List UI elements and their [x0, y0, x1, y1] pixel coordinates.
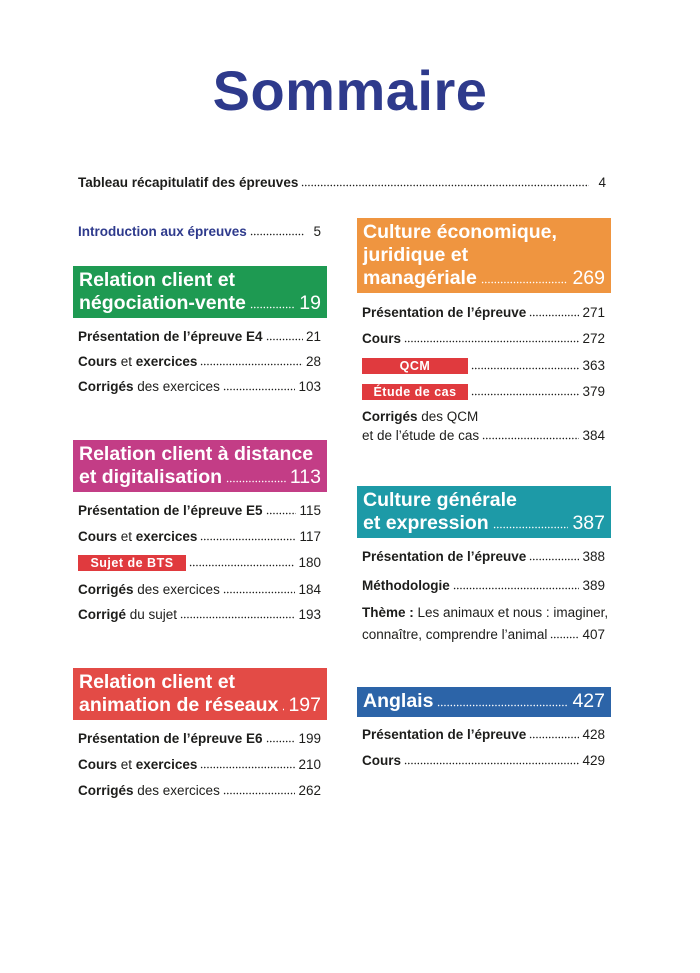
item-bold: Cours [362, 753, 402, 768]
item-text: des exercices [133, 379, 220, 394]
leader-dots [550, 625, 579, 639]
section-title-line: Anglais [363, 690, 434, 712]
item-bold: exercices [135, 354, 198, 369]
toc-entry-label: Introduction aux épreuves [78, 224, 247, 239]
leader-dots [301, 173, 589, 187]
leader-dots [266, 501, 297, 515]
leader-dots [471, 356, 579, 370]
item-text: connaître, comprendre l’animal [362, 627, 548, 642]
toc-item[interactable] [362, 329, 605, 348]
leader-dots [226, 469, 286, 483]
toc-item-sujet-bts[interactable] [78, 553, 321, 572]
section-title-line: et expression [363, 512, 489, 534]
item-page: 363 [582, 358, 605, 373]
item-bold: Présentation de l’épreuve [362, 305, 527, 320]
item-bold: exercices [135, 757, 198, 772]
toc-item[interactable] [362, 751, 605, 770]
toc-item-qcm[interactable] [362, 356, 605, 375]
section-title-line: Relation client à distance [79, 443, 314, 465]
section-title-line: Relation client et [79, 269, 236, 291]
item-bold: Cours [362, 331, 402, 346]
page-title: Sommaire [212, 59, 488, 122]
toc-item-etude-de-cas[interactable] [362, 382, 605, 401]
item-page: 103 [298, 379, 321, 394]
item-text: et de l’étude de cas [362, 428, 480, 443]
leader-dots [437, 693, 568, 707]
toc-item[interactable] [78, 501, 321, 520]
item-bold: Présentation de l’épreuve [362, 549, 527, 564]
section-page: 427 [572, 690, 605, 712]
leader-dots [266, 327, 303, 341]
item-page: 428 [582, 727, 605, 742]
leader-dots [404, 329, 579, 343]
item-page: 388 [582, 549, 605, 564]
tag-badge: Étude de cas [362, 384, 468, 400]
item-page: 429 [582, 753, 605, 768]
section-title-line: animation de réseaux [79, 694, 279, 716]
item-bold: Thème : [362, 605, 414, 620]
toc-item[interactable] [78, 527, 321, 546]
toc-item[interactable] [78, 580, 321, 599]
leader-dots [404, 751, 579, 765]
leader-dots [529, 303, 579, 317]
item-page: 193 [298, 607, 321, 622]
leader-dots [200, 352, 303, 366]
section-title-line: Relation client et [79, 671, 236, 693]
leader-dots [250, 222, 304, 236]
toc-item [362, 408, 605, 426]
toc-item[interactable] [362, 725, 605, 744]
item-page: 262 [298, 783, 321, 798]
toc-item[interactable] [78, 377, 321, 396]
leader-dots [471, 382, 579, 396]
section-title-line: négociation-vente [79, 292, 246, 314]
item-bold: Corrigé [78, 607, 127, 622]
leader-dots [482, 426, 579, 440]
section-header-animation-reseaux[interactable] [73, 668, 327, 720]
toc-item[interactable] [362, 625, 605, 644]
item-text: Les animaux et nous : imaginer, [413, 605, 609, 620]
item-bold: Corrigés [362, 409, 418, 424]
leader-dots [493, 515, 569, 529]
section-header-anglais[interactable] [357, 687, 611, 717]
tag-badge: QCM [362, 358, 468, 374]
item-text: et [117, 529, 136, 544]
item-bold: Présentation de l’épreuve E4 [78, 329, 263, 344]
item-text: et [117, 354, 136, 369]
item-bold: Corrigés [78, 783, 134, 798]
section-page: 19 [299, 292, 321, 314]
item-bold: Présentation de l’épreuve [362, 727, 527, 742]
item-page: 379 [582, 384, 605, 399]
section-page: 197 [288, 694, 321, 716]
section-title-line: juridique et [363, 244, 469, 266]
leader-dots [453, 576, 580, 590]
leader-dots [180, 605, 295, 619]
item-page: 271 [582, 305, 605, 320]
item-bold: Présentation de l’épreuve E6 [78, 731, 263, 746]
item-page: 210 [298, 757, 321, 772]
leader-dots [223, 781, 296, 795]
section-header-negociation-vente[interactable] [73, 266, 327, 318]
leader-dots [529, 547, 579, 561]
item-bold: Cours [78, 757, 118, 772]
toc-item[interactable] [78, 781, 321, 800]
toc-item[interactable] [78, 729, 321, 748]
toc-item[interactable] [362, 303, 605, 322]
item-bold: Méthodologie [362, 578, 450, 593]
toc-item [362, 604, 612, 622]
item-page: 180 [298, 555, 321, 570]
tag-badge: Sujet de BTS [78, 555, 186, 571]
item-text: des QCM [417, 409, 479, 424]
item-text: du sujet [126, 607, 178, 622]
leader-dots [223, 377, 296, 391]
item-page: 115 [299, 503, 321, 518]
leader-dots [223, 580, 296, 594]
item-page: 407 [582, 627, 605, 642]
section-page: 269 [572, 267, 605, 289]
leader-dots [250, 295, 295, 309]
item-bold: exercices [135, 529, 198, 544]
item-text: des exercices [133, 582, 220, 597]
toc-item[interactable] [78, 327, 321, 346]
item-page: 117 [299, 529, 321, 544]
section-title-line: Culture économique, [363, 221, 557, 243]
section-header-culture-generale[interactable] [357, 486, 611, 538]
leader-dots [481, 270, 569, 284]
section-header-culture-economique[interactable] [357, 218, 611, 293]
leader-dots [266, 729, 296, 743]
toc-item[interactable] [362, 426, 605, 445]
item-bold: Corrigés [78, 582, 134, 597]
leader-dots [200, 755, 295, 769]
item-text: et [117, 757, 136, 772]
toc-item[interactable] [78, 352, 321, 371]
toc-entry-tableau[interactable] [78, 173, 606, 192]
section-page: 387 [572, 512, 605, 534]
toc-entry-introduction[interactable] [78, 222, 321, 241]
item-bold: Corrigés [78, 379, 134, 394]
toc-entry-page: 5 [313, 224, 321, 239]
item-text: des exercices [133, 783, 220, 798]
leader-dots [529, 725, 579, 739]
toc-item[interactable] [78, 605, 321, 624]
toc-entry-page: 4 [598, 175, 606, 190]
item-page: 28 [305, 354, 321, 369]
section-title-line: et digitalisation [79, 466, 223, 488]
item-page: 384 [582, 428, 605, 443]
toc-entry-label: Tableau récapitulatif des épreuves [78, 175, 299, 190]
item-bold: Présentation de l’épreuve E5 [78, 503, 263, 518]
toc-item[interactable] [78, 755, 321, 774]
item-page: 199 [298, 731, 321, 746]
section-page: 113 [289, 466, 321, 488]
toc-item[interactable] [362, 576, 605, 595]
item-page: 389 [582, 578, 605, 593]
item-page: 184 [298, 582, 321, 597]
item-bold: Cours [78, 354, 118, 369]
leader-dots [200, 527, 296, 541]
item-bold: Cours [78, 529, 118, 544]
section-header-digitalisation[interactable] [73, 440, 327, 492]
item-page: 21 [305, 329, 321, 344]
leader-dots [282, 697, 284, 711]
toc-item[interactable] [362, 547, 605, 566]
section-title-line: Culture générale [363, 489, 517, 511]
item-page: 272 [582, 331, 605, 346]
leader-dots [189, 553, 295, 567]
section-title-line: managériale [363, 267, 477, 289]
